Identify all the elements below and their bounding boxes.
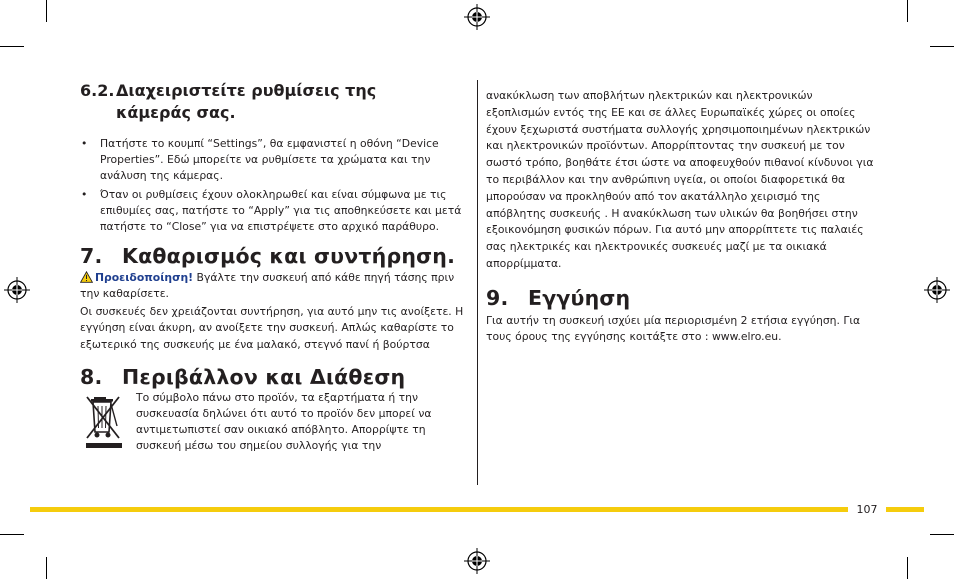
weee-crossed-bin-icon xyxy=(86,394,124,450)
warning-paragraph xyxy=(80,270,468,302)
list-item xyxy=(80,136,468,183)
registration-mark-icon xyxy=(464,548,490,574)
section-7-heading xyxy=(80,243,468,269)
footer-accent-bar xyxy=(30,507,848,512)
crop-mark xyxy=(46,0,47,22)
right-column xyxy=(486,88,878,345)
bullet-text: Όταν οι ρυθμίσεις έχουν ολοκληρωθεί και είναι σύμφωνα με τις επιθυμίες σας, πατήστε το “Apply” για τις αποθηκεύσετε και μετά πατήστε το “Close” για να επιστρέψετε στο αρχικό παράθυρο. xyxy=(100,188,462,233)
left-column xyxy=(80,80,468,455)
bullet-marker: • xyxy=(81,188,88,202)
bullet-text: Πατήστε το κουμπί “Settings”, θα εμφανιστεί η οθόνη “Device Properties”. Εδώ μπορείτε να ρυθμίσετε τα χρώματα και την ανάλυση της κάμερας. xyxy=(100,137,439,182)
disposal-block xyxy=(80,390,468,455)
footer-accent-bar xyxy=(886,507,924,512)
warning-triangle-icon xyxy=(80,271,93,283)
bullet-marker: • xyxy=(81,137,88,150)
section-title: Καθαρισμός και συντήρηση. xyxy=(122,243,456,268)
registration-mark-icon xyxy=(464,4,490,30)
registration-mark-icon xyxy=(924,277,950,303)
crop-mark xyxy=(0,534,24,535)
section-8-heading xyxy=(80,364,468,390)
warranty-paragraph: Για αυτήν τη συσκευή ισχύει μία περιορισμένη 2 ετήσια εγγύηση. Για τους όρους της εγγύησης κοιτάξτε στο : www.elro.eu. xyxy=(486,313,861,343)
crop-mark xyxy=(907,557,908,579)
list-item xyxy=(80,187,468,234)
section-9-heading xyxy=(486,285,878,311)
section-number: 6.2. xyxy=(80,81,115,100)
section-title-line1: Διαχειριστείτε ρυθμίσεις της xyxy=(116,81,377,100)
crop-mark xyxy=(930,46,954,47)
section-number: 9. xyxy=(486,285,509,310)
section-number: 8. xyxy=(80,364,103,389)
crop-mark xyxy=(46,557,47,579)
warning-text: Βγάλτε την συσκευή από κάθε πηγή τάσης πριν την καθαρίσετε. xyxy=(80,270,455,300)
section-title: Περιβάλλον και Διάθεση xyxy=(122,364,406,389)
warning-label: Προειδοποίηση! xyxy=(95,270,194,284)
recycling-continuation-paragraph: ανακύκλωση των αποβλήτων ηλεκτρικών και ηλεκτρονικών εξοπλισμών εντός της ΕΕ και σε άλλες Ευρωπαϊκές χώρες οι οποίες έχουν ξεχωριστά συστήματα συλλογής χρησιμοποιημένων ηλεκτρικών και ηλεκτρονικών προϊόντων. Απορρίπτοντας την συσκευή με τον σωστό τρόπο, βοηθάτε έτσι ώστε να αποφευχθούν πιθανοί κίνδυνοι για το περιβάλλον και την ανθρώπινη υγεία, οι οποίοι διαφορετικά θα μπορούσαν να προκληθούν από τον ακατάλληλο χειρισμό της απόβλητης συσκευής . Η ανακύκλωση των υλικών θα βοηθήσει στην εξοικονόμηση φυσικών πόρων. Για αυτό μην απορρίπτετε τις παλαιές σας ηλεκτρικές και ηλεκτρονικές συσκευές μαζί με τα οικιακά απορρίμματα. xyxy=(486,89,874,270)
maintenance-paragraph: Οι συσκευές δεν χρειάζονται συντήρηση, για αυτό μην τις ανοίξετε. Η εγγύηση είναι άκυρη, αν ανοίξετε την συσκευή. Απλώς καθαρίστε το εξωτερικό της συσκευής με ένα μαλακό, στεγνό πανί ή βούρτσα xyxy=(80,305,464,351)
crop-mark xyxy=(0,46,24,47)
crop-mark xyxy=(930,534,954,535)
crop-mark xyxy=(907,0,908,22)
section-title-line2: κάμεράς σας. xyxy=(116,103,236,122)
column-divider xyxy=(477,80,478,485)
settings-bullet-list xyxy=(80,136,468,235)
section-title: Εγγύηση xyxy=(528,285,631,310)
section-6-2-heading xyxy=(80,80,468,124)
section-number: 7. xyxy=(80,243,103,268)
disposal-paragraph: Το σύμβολο πάνω στο προϊόν, τα εξαρτήματα ή την συσκευασία δηλώνει ότι αυτό το προϊόν δεν μπορεί να αντιμετωπιστεί σαν οικιακό απόβλητο. Απορρίψτε τη συσκευή μέσω του σημείου συλλογής για την xyxy=(136,390,432,453)
page-number: 107 xyxy=(856,503,878,516)
registration-mark-icon xyxy=(4,277,30,303)
